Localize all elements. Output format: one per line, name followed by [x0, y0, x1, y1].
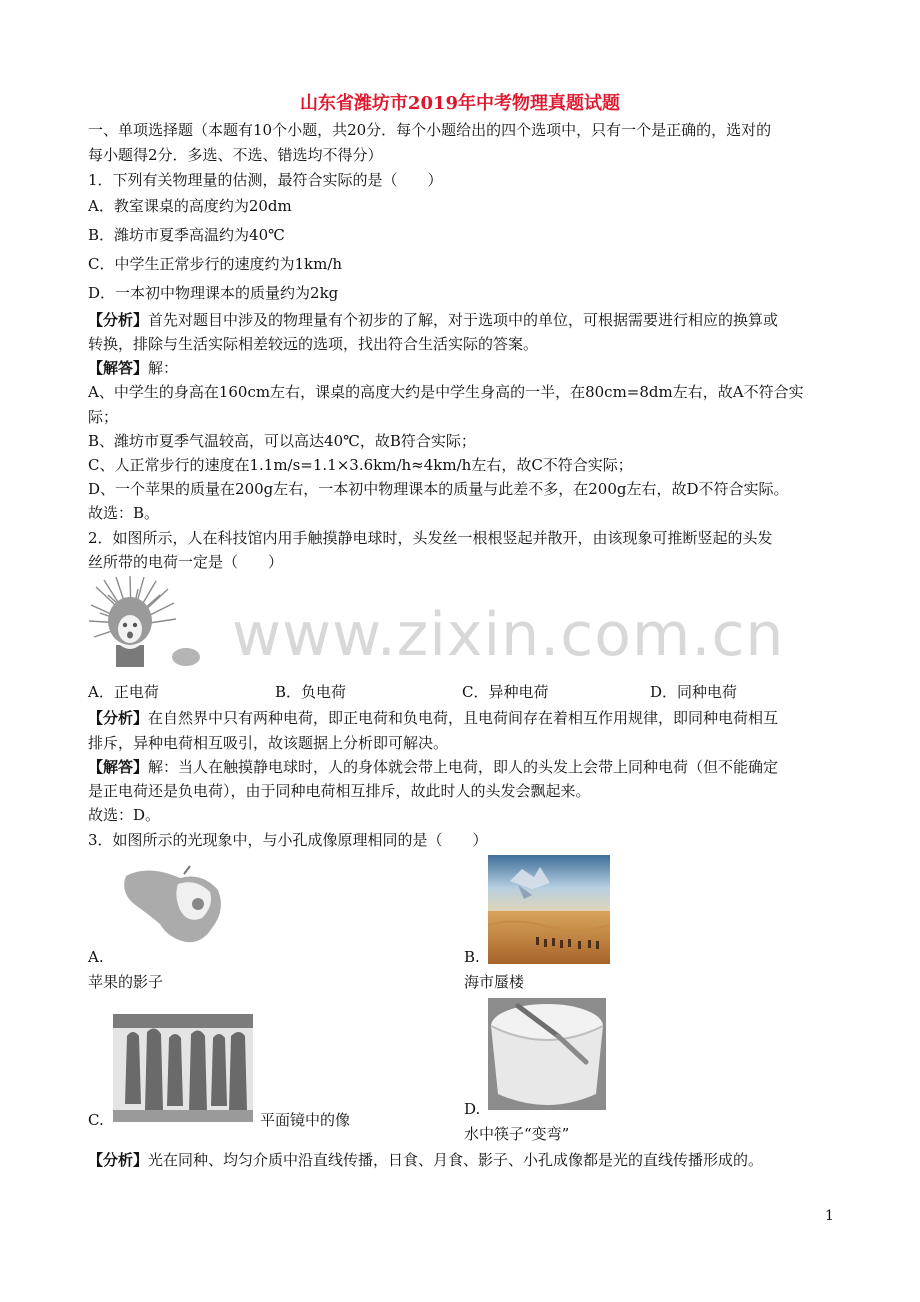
analysis-text: 首先对题目中涉及的物理量有个初步的了解，对于选项中的单位，可根据需要进行相应的换算或	[148, 311, 779, 329]
q1-analysis-line-2: 转换，排除与生活实际相差较远的选项，找出符合生活实际的答案。	[88, 335, 539, 353]
analysis-text: 光在同种、均匀介质中沿直线传播，日食、月食、影子、小孔成像都是光的直线传播形成的。	[148, 1151, 764, 1169]
analysis-tag: 【分析】	[88, 709, 149, 727]
q1-analysis-line-1	[88, 310, 778, 330]
q2-answer-line-3: 故选：D。	[88, 806, 161, 824]
apple-shadow-image	[118, 864, 228, 946]
q1-answer-line-3: B、潍坊市夏季气温较高，可以高达40℃，故B符合实际；	[88, 432, 476, 450]
q1-option-d: D．一本初中物理课本的质量约为2kg	[88, 284, 339, 302]
q3-option-b-caption: 海市蜃楼	[464, 973, 525, 991]
page-number: 1	[825, 1208, 834, 1224]
q3-option-a-letter: A.	[88, 948, 104, 966]
q2-analysis-line-1	[88, 708, 778, 728]
analysis-text: 在自然界中只有两种电荷，即正电荷和负电荷，且电荷间存在着相互作用规律，即同种电荷相互	[148, 709, 779, 727]
section-heading-line-2: 每小题得2分．多选、不选、错选均不得分）	[88, 146, 383, 164]
q2-answer-line-1	[88, 757, 778, 777]
answer-head-text: 解：	[148, 359, 179, 377]
page-title: 山东省潍坊市2019年中考物理真题试题	[299, 93, 621, 114]
q3-option-d-letter: D.	[464, 1100, 481, 1118]
q3-option-c-letter: C.	[88, 1111, 104, 1129]
q2-answer-line-2: 是正电荷还是负电荷），由于同种电荷相互排斥，故此时人的头发会飘起来。	[88, 782, 591, 800]
bent-chopstick-image	[488, 998, 606, 1110]
q3-option-b-letter: B.	[464, 948, 480, 966]
q1-option-b: B．潍坊市夏季高温约为40℃	[88, 226, 285, 244]
mirage-image	[488, 855, 610, 964]
q3-option-a-caption: 苹果的影子	[88, 973, 164, 991]
q1-answer-line-2: 际；	[88, 408, 119, 426]
q3-option-c-caption: 平面镜中的像	[260, 1111, 351, 1129]
answer-tag: 【解答】	[88, 359, 149, 377]
q1-option-c: C．中学生正常步行的速度约为1km/h	[88, 255, 343, 273]
section-heading-line-1: 一、单项选择题（本题有10个小题，共20分．每个小题给出的四个选项中，只有一个是正确的，选对的	[88, 121, 772, 139]
q2-option-b: B．负电荷	[275, 683, 347, 701]
mirror-image-picture	[113, 1014, 253, 1122]
q3-stem: 3．如图所示的光现象中，与小孔成像原理相同的是（ ）	[88, 831, 488, 849]
q3-analysis	[88, 1150, 763, 1170]
watermark: www.zixin.com.cn	[232, 600, 785, 670]
q1-answer-line-6: 故选：B。	[88, 504, 160, 522]
q3-option-d-caption: 水中筷子“变弯”	[464, 1125, 570, 1143]
q2-analysis-line-2: 排斥，异种电荷相互吸引，故该题据上分析即可解决。	[88, 734, 449, 752]
q2-option-a: A．正电荷	[88, 683, 159, 701]
q2-option-c: C．异种电荷	[462, 683, 549, 701]
q1-answer-line-5: D、一个苹果的质量在200g左右，一本初中物理课本的质量与此差不多，在200g左右，故D不符合实际。	[88, 480, 789, 498]
answer-text: 解：当人在触摸静电球时，人的身体就会带上电荷，即人的头发上会带上同种电荷（但不能确定	[148, 758, 779, 776]
q2-option-d: D．同种电荷	[650, 683, 738, 701]
q1-answer-line-1: A、中学生的身高在160cm左右，课桌的高度大约是中学生身高的一半，在80cm=8dm左右，故A不符合实	[88, 383, 804, 401]
static-hair-image	[86, 575, 202, 671]
analysis-tag: 【分析】	[88, 311, 149, 329]
q2-stem-line-2: 丝所带的电荷一定是（ ）	[88, 553, 284, 571]
q1-stem: 1．下列有关物理量的估测，最符合实际的是（ ）	[88, 171, 443, 189]
q1-answer-line-4: C、人正常步行的速度在1.1m/s=1.1×3.6km/h≈4km/h左右，故C不符合实际；	[88, 456, 633, 474]
q1-answer-head	[88, 358, 178, 378]
q1-option-a: A．教室课桌的高度约为20dm	[88, 197, 292, 215]
answer-tag: 【解答】	[88, 758, 149, 776]
q2-stem-line-1: 2．如图所示，人在科技馆内用手触摸静电球时，头发丝一根根竖起并散开，由该现象可推断竖起的头发	[88, 529, 773, 547]
analysis-tag: 【分析】	[88, 1151, 149, 1169]
